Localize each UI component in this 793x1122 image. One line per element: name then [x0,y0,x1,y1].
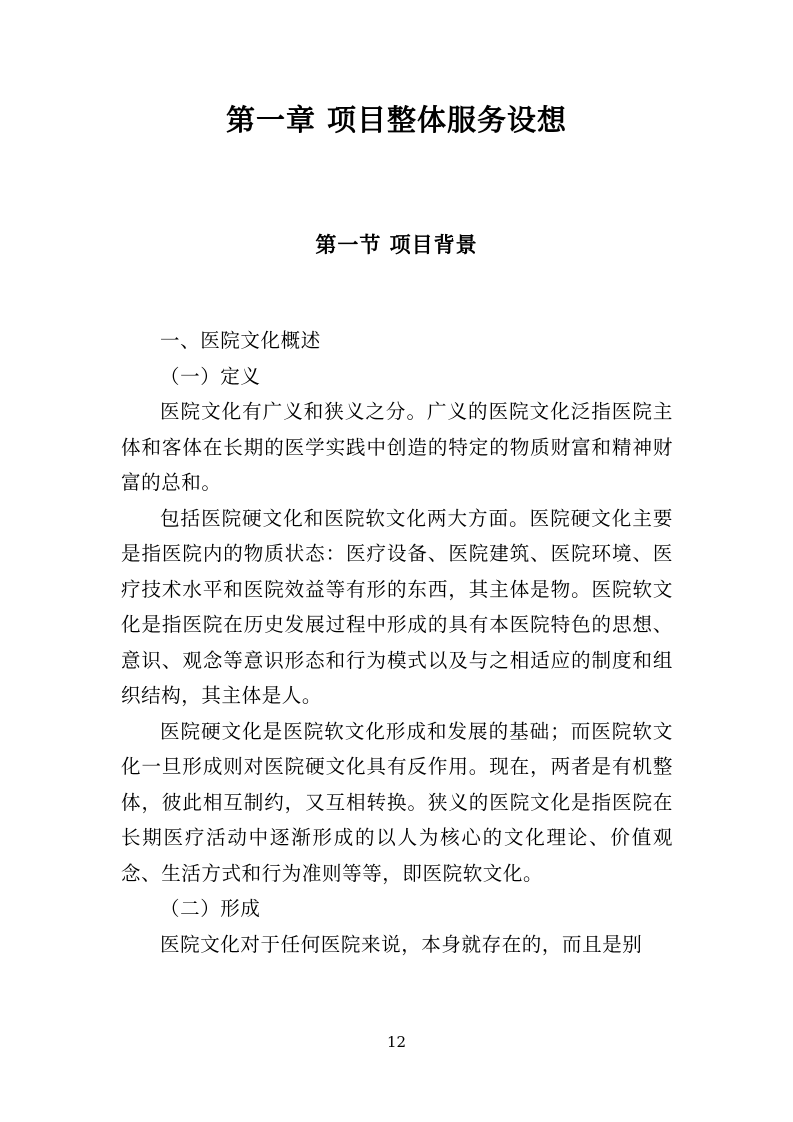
subheading-definition: （一）定义 [160,364,261,388]
heading-overview: 一、医院文化概述 [160,329,321,352]
paragraph-relationship: 医院硬文化是医院软文化形成和发展的基础；而医院软文化一旦形成则对医院硬文化具有反作用。现在，两者是有机整体，彼此相互制约，又互相转换。狭义的医院文化是指医院在长期医疗活动中逐渐形成的以人为核心的文化理论、价值观念、生活方式和行为准则等等，即医院软文化。 [121,719,673,885]
document-body [121,323,673,962]
subheading-formation: （二）形成 [160,897,261,920]
page-number: 12 [386,1033,407,1051]
section-title: 第一节 项目背景 [315,233,478,257]
chapter-title: 第一章 项目整体服务设想 [225,103,568,137]
paragraph-hard-soft-culture: 包括医院硬文化和医院软文化两大方面。医院硬文化主要是指医院内的物质状态：医疗设备、医院建筑、医院环境、医疗技术水平和医院效益等有形的东西，其主体是物。医院软文化是指医院在历史发展过程中形成的具有本医院特色的思想、意识、观念等意识形态和行为模式以及与之相适应的制度和组织结构，其主体是人。 [121,506,673,707]
paragraph-definition: 医院文化有广义和狭义之分。广义的医院文化泛指医院主体和客体在长期的医学实践中创造的特定的物质财富和精神财富的总和。 [121,400,673,494]
paragraph-formation: 医院文化对于任何医院来说，本身就存在的，而且是别 [160,932,643,956]
